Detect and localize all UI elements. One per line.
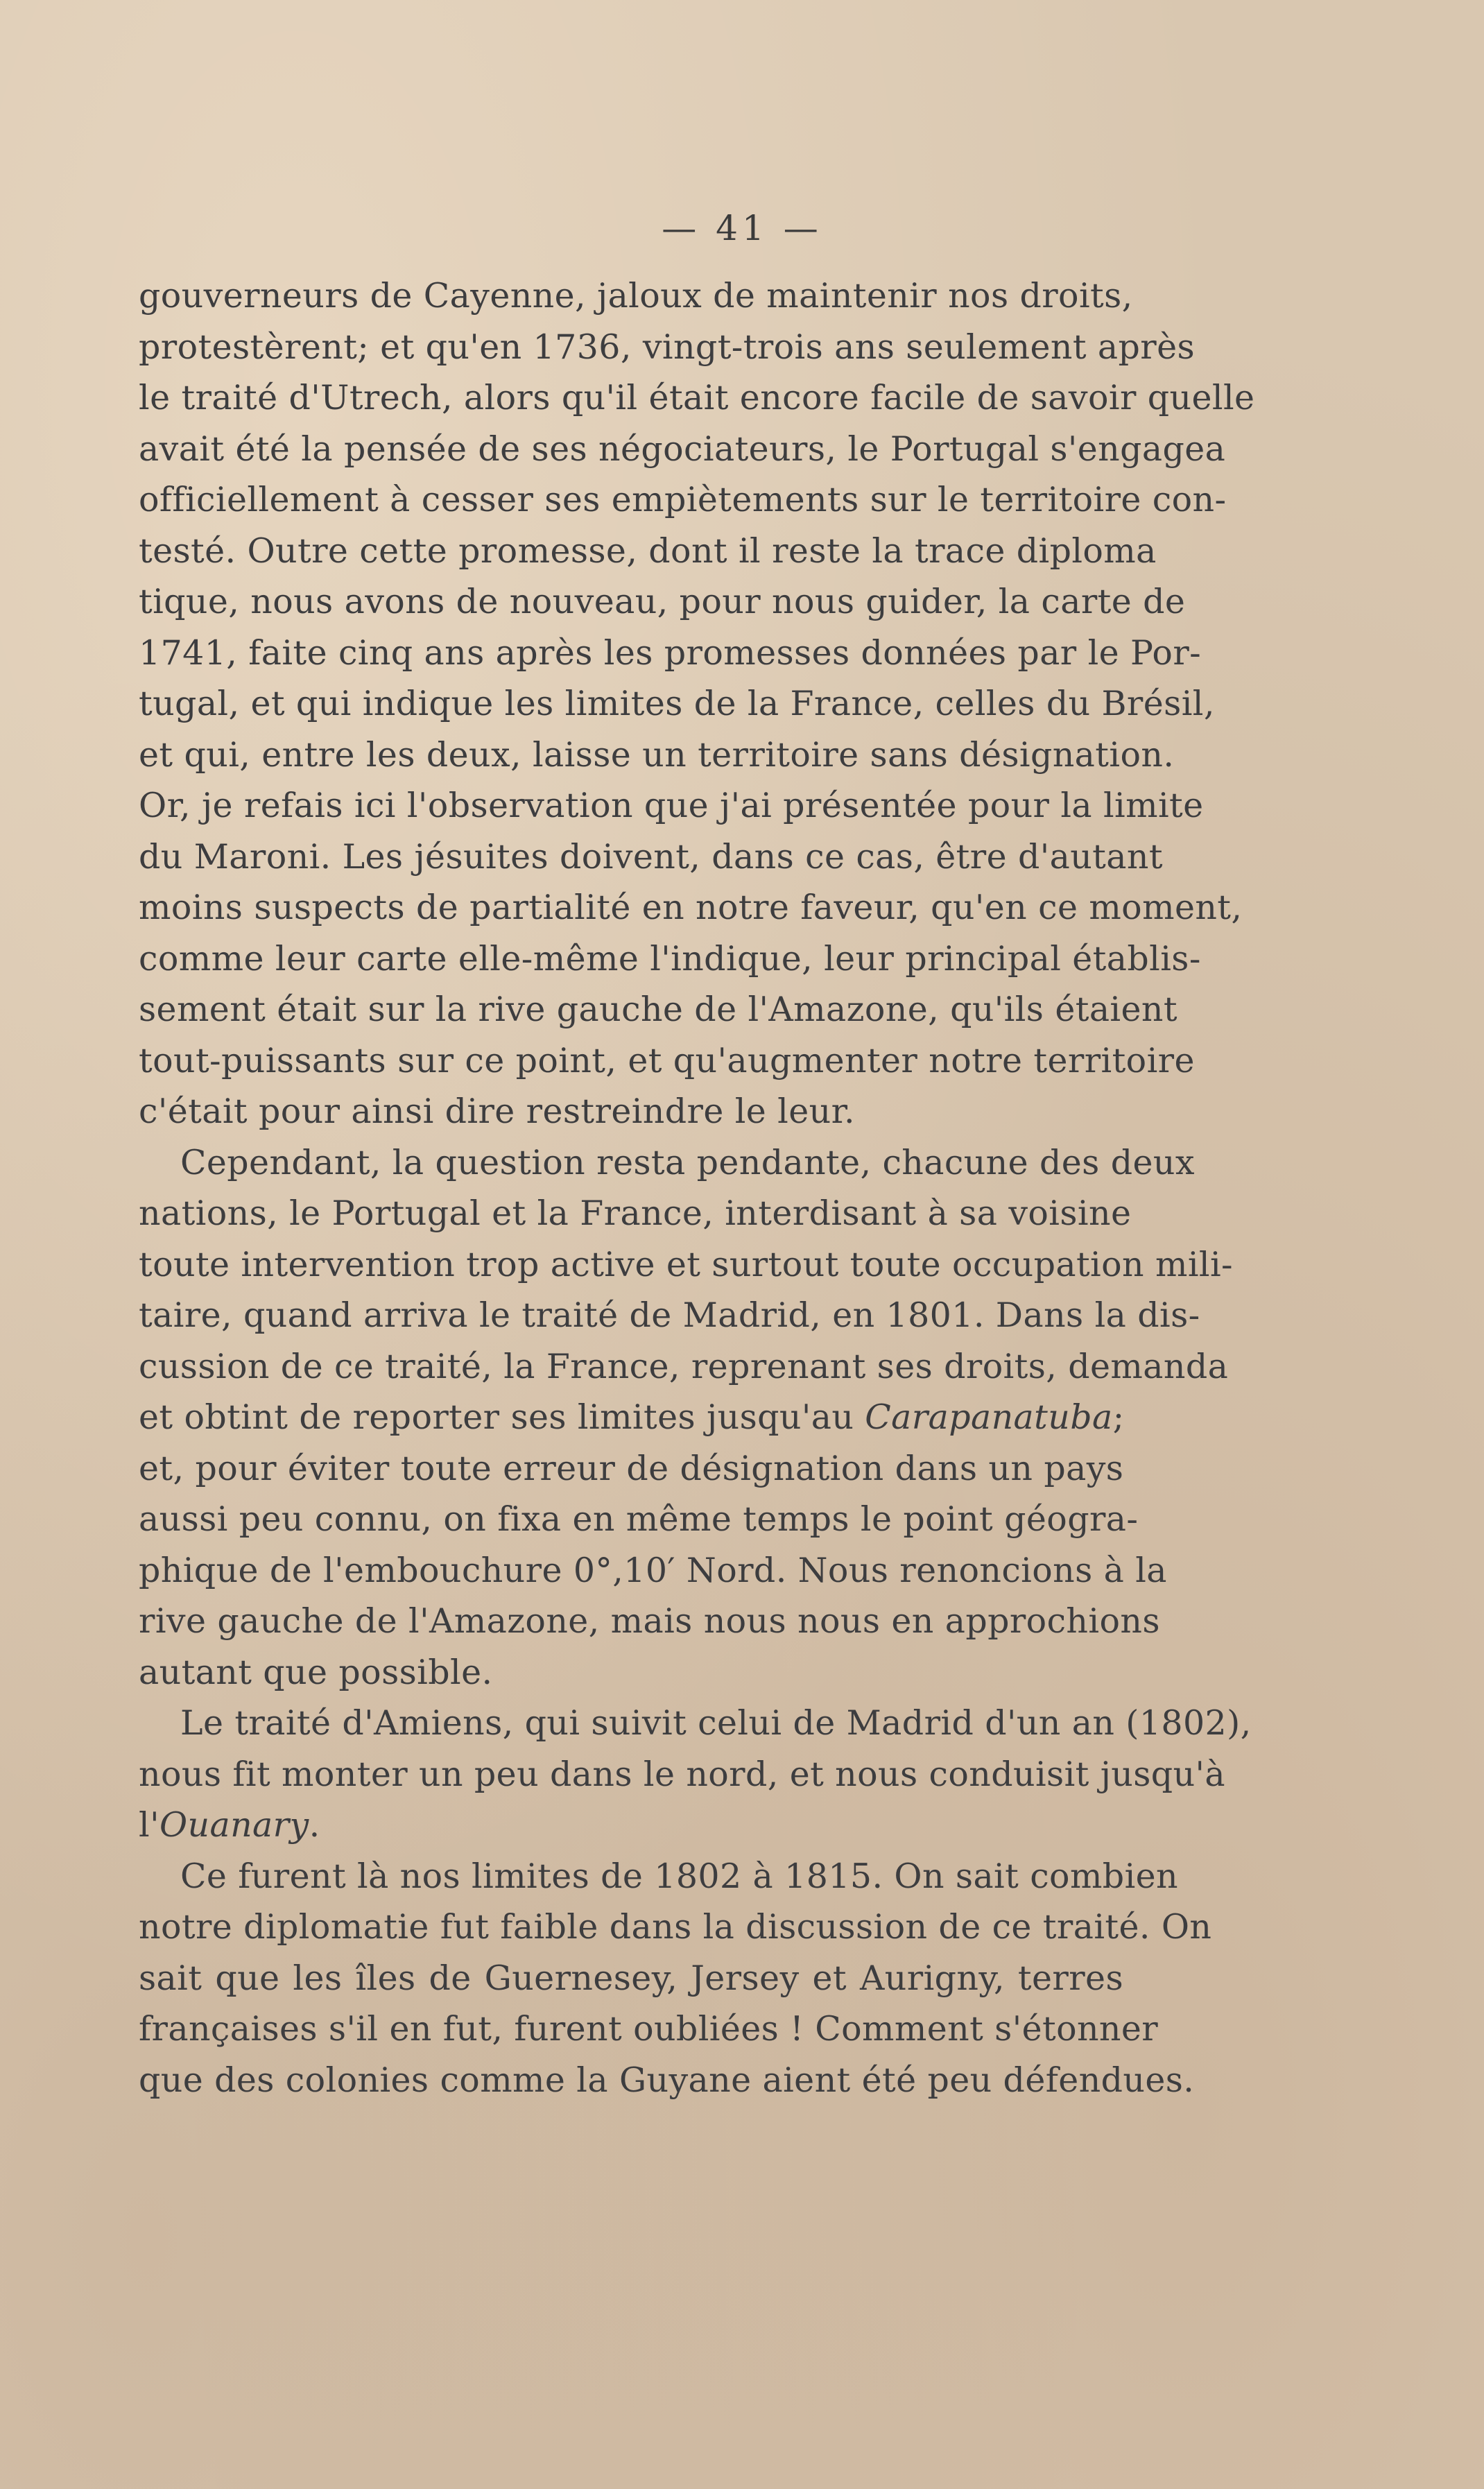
text-line: Le traité d'Amiens, qui suivit celui de Madrid d'un an (1802), [180,1703,1252,1743]
punctuation: ; [1112,1397,1125,1437]
paragraph-3 [139,1698,1252,1851]
text-line: c'était pour ainsi dire restreindre le leur. [139,1092,856,1131]
italic-place-name: Carapanatuba [865,1397,1113,1437]
page-number: — 41 — [662,208,822,248]
text-line: 1741, faite cinq ans après les promesses données par le Por- [139,632,1202,673]
punctuation: . [309,1805,320,1845]
text-line: le traité d'Utrech, alors qu'il était encore facile de savoir quelle [139,378,1255,417]
text-line: comme leur carte elle-même l'indique, leur principal établis- [139,938,1201,979]
body-text [139,270,1255,2105]
paragraph-2 [139,1137,1233,1698]
text-line: autant que possible. [139,1652,493,1692]
text-line: nous fit monter un peu dans le nord, et nous conduisit jusqu'à [139,1754,1226,1794]
text-line: toute intervention trop active et surtout toute occupation mili- [139,1244,1233,1284]
text-line: rive gauche de l'Amazone, mais nous nous en approchions [139,1601,1160,1641]
text-line: testé. Outre cette promesse, dont il reste la trace diploma [139,531,1157,571]
text-line: avait été la pensée de ses négociateurs, le Portugal s'engagea [139,429,1226,469]
text-line: françaises s'il en fut, furent oubliées ! Comment s'étonner [139,2009,1159,2049]
text-line: Ce furent là nos limites de 1802 à 1815. On sait combien [180,1856,1178,1896]
text-fragment: l' [139,1805,159,1845]
text-line: tugal, et qui indique les limites de la France, celles du Brésil, [139,684,1215,723]
text-line: Or, je refais ici l'observation que j'ai présentée pour la limite [139,786,1204,825]
text-line: gouverneurs de Cayenne, jaloux de maintenir nos droits, [139,276,1133,316]
text-line: du Maroni. Les jésuites doivent, dans ce cas, être d'autant [139,836,1163,877]
text-line: tout-puissants sur ce point, et qu'augmenter notre territoire [139,1040,1195,1080]
text-line-with-italic [139,1392,1123,1443]
text-line: et qui, entre les deux, laisse un territoire sans désignation. [139,734,1175,775]
text-line: taire, quand arriva le traité de Madrid, en 1801. Dans la dis- [139,1295,1200,1335]
text-line: notre diplomatie fut faible dans la discussion de ce traité. On [139,1907,1212,1947]
italic-place-name: Ouanary [159,1805,309,1845]
text-line: sement était sur la rive gauche de l'Amazone, qu'ils étaient [139,990,1177,1029]
text-line: Cependant, la question resta pendante, chacune des deux [180,1142,1195,1182]
text-line: cussion de ce traité, la France, reprenant ses droits, demanda [139,1346,1229,1386]
text-line: sait que les îles de Guernesey, Jersey et Aurigny, terres [139,1958,1123,1998]
text-line-with-italic [139,1800,1123,1851]
text-line: moins suspects de partialité en notre faveur, qu'en ce moment, [139,888,1243,927]
text-line: officiellement à cesser ses empiètements sur le territoire con- [139,480,1227,519]
text-line: tique, nous avons de nouveau, pour nous guider, la carte de [139,582,1186,621]
paragraph-4 [139,1851,1212,2106]
text-line: et, pour éviter toute erreur de désignation dans un pays [139,1448,1124,1488]
text-line: nations, le Portugal et la France, interdisant à sa voisine [139,1194,1132,1233]
text-fragment: et obtint de reporter ses limites jusqu'au [139,1397,865,1437]
text-line: aussi peu connu, on fixa en même temps le point géogra- [139,1499,1139,1539]
text-line: protestèrent; et qu'en 1736, vingt-trois ans seulement après [139,327,1196,367]
text-line: que des colonies comme la Guyane aient été peu défendues. [139,2060,1195,2100]
paragraph-1 [139,270,1255,1137]
text-line: phique de l'embouchure 0°,10′ Nord. Nous renoncions à la [139,1550,1167,1590]
